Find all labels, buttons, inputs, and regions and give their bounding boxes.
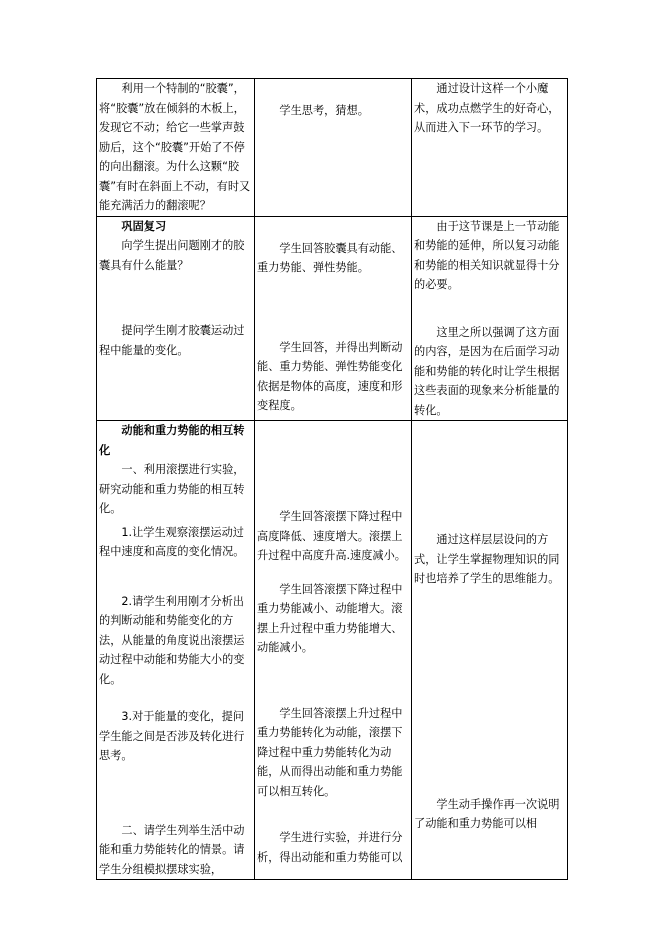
teacher-activity-cell	[97, 216, 255, 421]
design-intent-cell	[412, 216, 568, 421]
student-think-text: 学生思考，猜想。	[279, 104, 369, 117]
magic-intent-text: 通过设计这样一个小魔术，成功点燃学生的好奇心，从而进入下一环节的学习。	[414, 82, 560, 134]
hands-on-intent-text: 学生动手操作再一次说明了动能和重力势能可以相	[414, 797, 560, 830]
life-examples-text: 二、请学生列举生活中动能和重力势能转化的情景。请学生分组模拟摆球实验，	[99, 823, 245, 876]
observe-step-text: 1.让学生观察滚摆运动过程中速度和高度的变化情况。	[99, 525, 245, 558]
table-row	[97, 79, 568, 217]
review-change-question-text: 提问学生刚才胶囊运动过程中能量的变化。	[99, 324, 245, 357]
review-change-answer-text: 学生回答，并得出判断动能、重力势能、弹性势能变化依据是物体的高度，速度和形变程度。	[257, 340, 403, 412]
review-question-text: 向学生提出问题刚才的胶囊具有什么能量？	[99, 239, 245, 272]
table-row	[97, 421, 568, 880]
analyze-step-text: 2.请学生利用刚才分析出的判断动能和势能变化的方法，从能量的角度说出滚摆运动过程中动能和势能大小的变化。	[99, 594, 245, 686]
student-activity-cell	[255, 79, 412, 217]
intro-capsule-text: 利用一个特制的“胶囊”，将“胶囊”放在倾斜的木板上，发现它不动；给它一些掌声鼓励后，这个“胶囊”开始了不停的向出翻滚。为什么这颗“胶囊”有时在斜面上不动，有时又能充满活力的翻滚呢？	[99, 82, 251, 212]
conversion-question-text: 3.对于能量的变化，提问学生能之间是否涉及转化进行思考。	[99, 710, 245, 762]
conversion-heading: 动能和重力势能的相互转化	[99, 424, 245, 457]
speed-height-answer-text: 学生回答滚摆下降过程中高度降低、速度增大。滚摆上升过程中高度升高.速度减小。	[257, 510, 406, 562]
table-row	[97, 216, 568, 421]
roll-pendulum-intro-text: 一、利用滚摆进行实验，研究动能和重力势能的相互转化。	[99, 463, 245, 515]
experiment-answer-text: 学生进行实验，并进行分析，得出动能和重力势能可以	[257, 831, 403, 864]
review-intent-text: 由于这节课是上一节动能和势能的延伸，所以复习动能和势能的相关知识就显得十分的必要。	[414, 219, 560, 291]
student-activity-cell	[255, 216, 412, 421]
design-intent-cell	[412, 79, 568, 217]
review-heading: 巩固复习	[121, 219, 167, 233]
review-answer-text: 学生回答胶囊具有动能、重力势能、弹性势能。	[257, 241, 403, 274]
lesson-plan-table	[96, 78, 568, 880]
student-activity-cell	[255, 421, 412, 880]
layered-question-intent-text: 通过这样层层设问的方式，让学生掌握物理知识的同时也培养了学生的思维能力。	[414, 533, 560, 585]
design-intent-cell	[412, 421, 568, 880]
energy-change-answer-text: 学生回答滚摆下降过程中重力势能减小、动能增大。滚摆上升过程中重力势能增大、动能减小。	[257, 582, 403, 654]
teacher-activity-cell	[97, 421, 255, 880]
teacher-activity-cell	[97, 79, 255, 217]
review-change-intent-text: 这里之所以强调了这方面的内容，是因为在后面学习动能和势能的转化时让学生根据这些表面的现象来分析能量的转化。	[414, 325, 560, 417]
conversion-answer-text: 学生回答滚摆上升过程中重力势能转化为动能，滚摆下降过程中重力势能转化为动能，从而得出动能和重力势能可以相互转化。	[257, 706, 403, 798]
